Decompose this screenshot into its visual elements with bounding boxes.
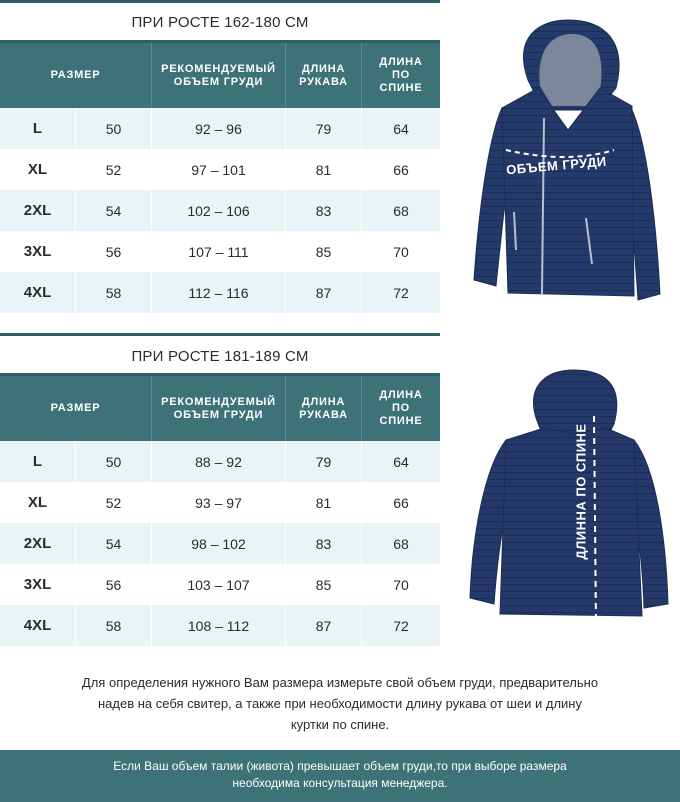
size-letter: XL <box>0 149 76 190</box>
jacket-back-image <box>466 368 670 630</box>
sleeve-length: 85 <box>286 564 362 605</box>
size-number: 58 <box>76 272 152 313</box>
size-number: 54 <box>76 523 152 564</box>
size-table-1 <box>0 40 440 313</box>
table-row <box>0 149 440 190</box>
table-row <box>0 482 440 523</box>
table-row <box>0 190 440 231</box>
chest-range: 97 – 101 <box>152 149 286 190</box>
table-row <box>0 272 440 313</box>
table-row <box>0 441 440 482</box>
back-length: 72 <box>393 617 409 634</box>
back-length: 72 <box>393 284 409 301</box>
back-length: 68 <box>393 535 409 552</box>
size-letter: 3XL <box>0 564 76 605</box>
chest-range: 98 – 102 <box>152 523 286 564</box>
chest-range: 88 – 92 <box>152 441 286 482</box>
table-row <box>0 108 440 149</box>
size-letter: 2XL <box>0 523 76 564</box>
size-letter: 3XL <box>0 231 76 272</box>
size-number: 56 <box>76 564 152 605</box>
sleeve-length: 85 <box>286 231 362 272</box>
sleeve-length: 83 <box>286 523 362 564</box>
chest-range: 102 – 106 <box>152 190 286 231</box>
header-size: РАЗМЕР <box>0 43 152 108</box>
chest-range: 92 – 96 <box>152 108 286 149</box>
sleeve-length: 87 <box>286 605 362 646</box>
sleeve-length: 79 <box>286 108 362 149</box>
size-number: 56 <box>76 231 152 272</box>
table1-body <box>0 108 440 313</box>
header-chest: РЕКОМЕНДУЕМЫЙ ОБЪЕМ ГРУДИ <box>152 376 286 441</box>
back-length: 64 <box>393 453 409 470</box>
table2-header <box>0 373 440 441</box>
sleeve-length: 87 <box>286 272 362 313</box>
size-letter: 4XL <box>0 272 76 313</box>
size-number: 52 <box>76 482 152 523</box>
back-length: 66 <box>393 494 409 511</box>
size-letter: L <box>0 441 76 482</box>
table-row <box>0 564 440 605</box>
size-number: 50 <box>76 108 152 149</box>
header-sleeve: ДЛИНА РУКАВА <box>286 376 362 441</box>
table-row <box>0 231 440 272</box>
instructions-text: Для определения нужного Вам размера измерьте свой объем груди, предварительно надев на себя свитер, а также при необходимости длину рукава от шеи и длину куртки по спине. <box>81 675 599 732</box>
size-letter: XL <box>0 482 76 523</box>
chest-range: 93 – 97 <box>152 482 286 523</box>
sleeve-length: 81 <box>286 482 362 523</box>
measurement-instructions <box>0 672 680 735</box>
header-back: ДЛИНА ПО СПИНЕ <box>379 56 423 94</box>
size-number: 50 <box>76 441 152 482</box>
table1-header <box>0 40 440 108</box>
table1-title: ПРИ РОСТЕ 162-180 СМ <box>131 14 309 31</box>
chest-range: 107 – 111 <box>152 231 286 272</box>
back-length: 64 <box>393 120 409 137</box>
footer-text: Если Ваш объем талии (живота) превышает объем груди,то при выборе размера необходима консультация менеджера. <box>113 759 567 790</box>
footer-banner <box>0 750 680 802</box>
size-number: 58 <box>76 605 152 646</box>
sleeve-length: 79 <box>286 441 362 482</box>
header-back: ДЛИНА ПО СПИНЕ <box>379 389 423 427</box>
back-length: 70 <box>393 576 409 593</box>
table2-body <box>0 441 440 646</box>
header-sleeve: ДЛИНА РУКАВА <box>286 43 362 108</box>
size-number: 54 <box>76 190 152 231</box>
chest-range: 112 – 116 <box>152 272 286 313</box>
back-length: 70 <box>393 243 409 260</box>
chest-range: 108 – 112 <box>152 605 286 646</box>
back-length: 68 <box>393 202 409 219</box>
header-chest: РЕКОМЕНДУЕМЫЙ ОБЪЕМ ГРУДИ <box>152 43 286 108</box>
top-divider <box>0 0 440 3</box>
chest-range: 103 – 107 <box>152 564 286 605</box>
size-letter: 4XL <box>0 605 76 646</box>
table1-divider <box>0 333 440 336</box>
chest-measure-label: ОБЪЕМ ГРУДИ <box>505 153 608 178</box>
table-row <box>0 605 440 646</box>
back-length: 66 <box>393 161 409 178</box>
size-number: 52 <box>76 149 152 190</box>
size-letter: L <box>0 108 76 149</box>
header-size: РАЗМЕР <box>0 376 152 441</box>
size-table-2 <box>0 373 440 646</box>
sleeve-length: 81 <box>286 149 362 190</box>
table-row <box>0 523 440 564</box>
sleeve-length: 83 <box>286 190 362 231</box>
size-letter: 2XL <box>0 190 76 231</box>
table2-title: ПРИ РОСТЕ 181-189 СМ <box>131 348 309 365</box>
back-measure-label: ДЛИННА ПО СПИНЕ <box>573 423 589 560</box>
